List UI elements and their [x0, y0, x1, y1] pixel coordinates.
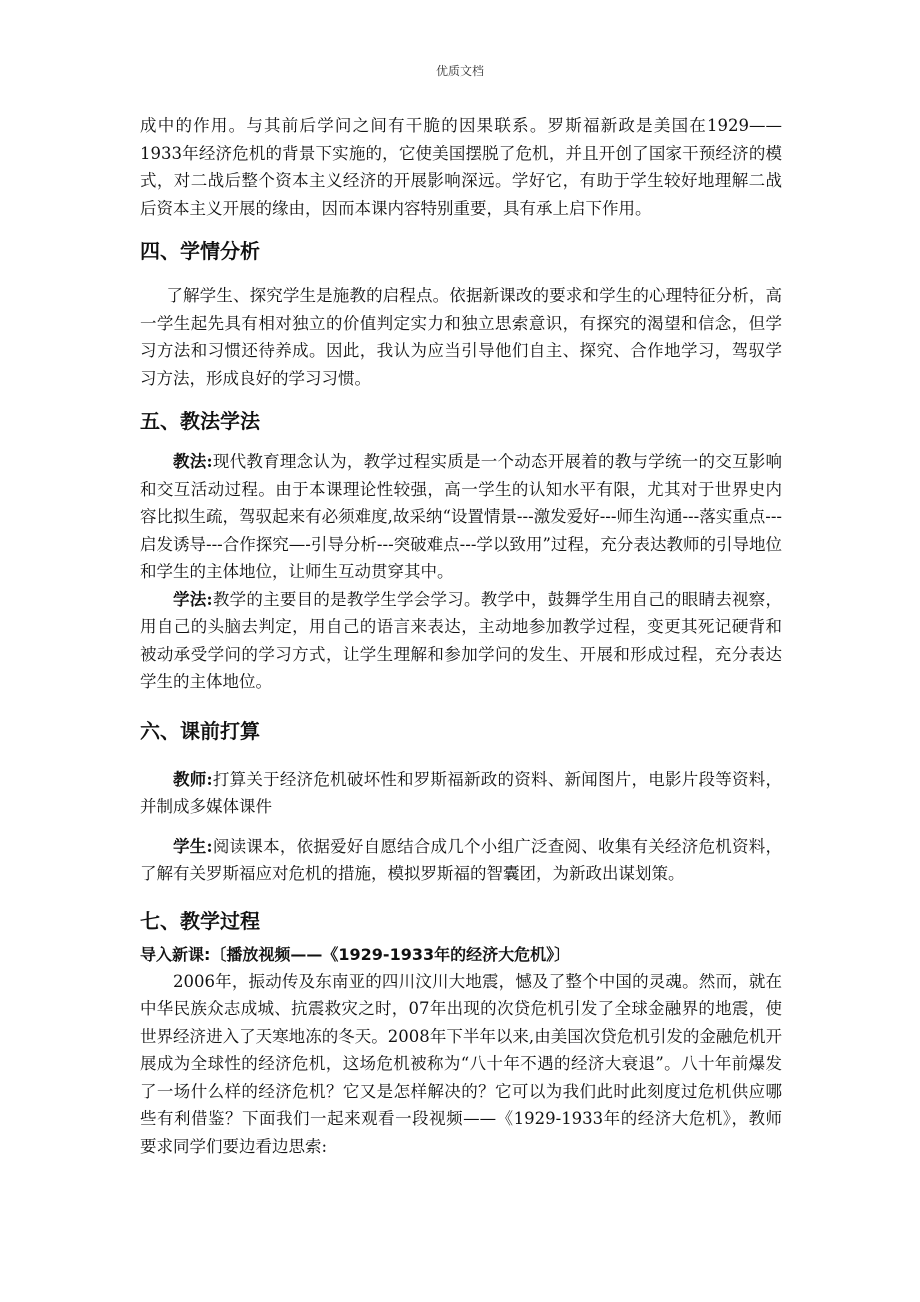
student-prep-paragraph	[140, 833, 782, 888]
learning-method-label: 学法:	[173, 589, 213, 609]
learning-method-paragraph	[140, 586, 782, 696]
teacher-prep-text: 打算关于经济危机破坏性和罗斯福新政的资料、新闻图片，电影片段等资料，并制成多媒体课件	[140, 769, 783, 816]
student-prep-text: 阅读课本，依据爱好自愿结合成几个小组广泛查阅、收集有关经济危机资料，了解有关罗斯福应对危机的措施，模拟罗斯福的智囊团，为新政出谋划策。	[140, 836, 783, 883]
learning-analysis-paragraph: 了解学生、探究学生是施教的启程点。依据新课改的要求和学生的心理特征分析，高一学生起先具有相对独立的价值判定实力和独立思索意识，有探究的渴望和信念，但学习方法和习惯还待养成。因此，我认为应当引导他们自主、探究、合作地学习，驾驭学习方法，形成良好的学习习惯。	[140, 286, 782, 388]
teaching-method-label: 教法:	[173, 452, 213, 471]
teacher-prep-label: 教师:	[173, 769, 213, 789]
intro-paragraph: 成中的作用。与其前后学问之间有干脆的因果联系。罗斯福新政是美国在1929——1933年经济危机的背景下实施的，它使美国摆脱了危机，并且开创了国家干预经济的模式，对二战后整个资本主义经济的开展影响深远。学好它，有助于学生较好地理解二战后资本主义开展的缘由，因而本课内容特别重要，具有承上启下作用。	[140, 116, 782, 218]
document-body	[140, 112, 782, 1160]
section-title-learning-analysis: 四、学情分析	[140, 239, 260, 263]
teaching-method-paragraph	[140, 448, 782, 586]
page-header: 优质文档	[435, 64, 484, 78]
student-prep-label: 学生:	[173, 836, 213, 856]
section-title-teaching-process: 七、教学过程	[140, 908, 260, 933]
lesson-intro-title: 导入新课:〔播放视频——《1929-1933年的经济大危机》〕	[140, 944, 571, 964]
teaching-method-text: 现代教育理念认为，教学过程实质是一个动态开展着的教与学统一的交互影响和交互活动过程。由于本课理论性较强，高一学生的认知水平有限，尤其对于世界史内容比拟生疏，驾驭起来有必须难度,故采纳“设置情景---激发爱好---师生沟通---落实重点---启发诱导---合作探究—-引导分析---突破难点---学以致用”过程，充分表达教师的引导地位和学生的主体地位，让师生互动贯穿其中。	[140, 452, 783, 581]
section-title-preparation: 六、课前打算	[140, 718, 260, 743]
teacher-prep-paragraph	[140, 766, 782, 821]
lesson-intro-paragraph: 2006年，振动传及东南亚的四川汶川大地震，憾及了整个中国的灵魂。然而，就在中华民族众志成城、抗震救灾之时，07年出现的次贷危机引发了全球金融界的地震，使世界经济进入了天寒地冻的冬天。2008年下半年以来,由美国次贷危机引发的金融危机开展成为全球性的经济危机，这场危机被称为“八十年不遇的经济大衰退”。八十年前爆发了一场什么样的经济危机？它又是怎样解决的？它可以为我们此时此刻度过危机供应哪些有利借鉴？下面我们一起来观看一段视频——《1929-1933年的经济大危机》，教师要求同学们要边看边思索:	[140, 971, 782, 1156]
learning-method-text: 教学的主要目的是教学生学会学习。教学中，鼓舞学生用自己的眼睛去视察，用自己的头脑去判定，用自己的语言来表达，主动地参加教学过程，变更其死记硬背和被动承受学问的学习方式，让学生理解和参加学问的发生、开展和形成过程，充分表达学生的主体地位。	[140, 589, 783, 691]
section-title-teaching-methods: 五、教法学法	[140, 409, 260, 433]
